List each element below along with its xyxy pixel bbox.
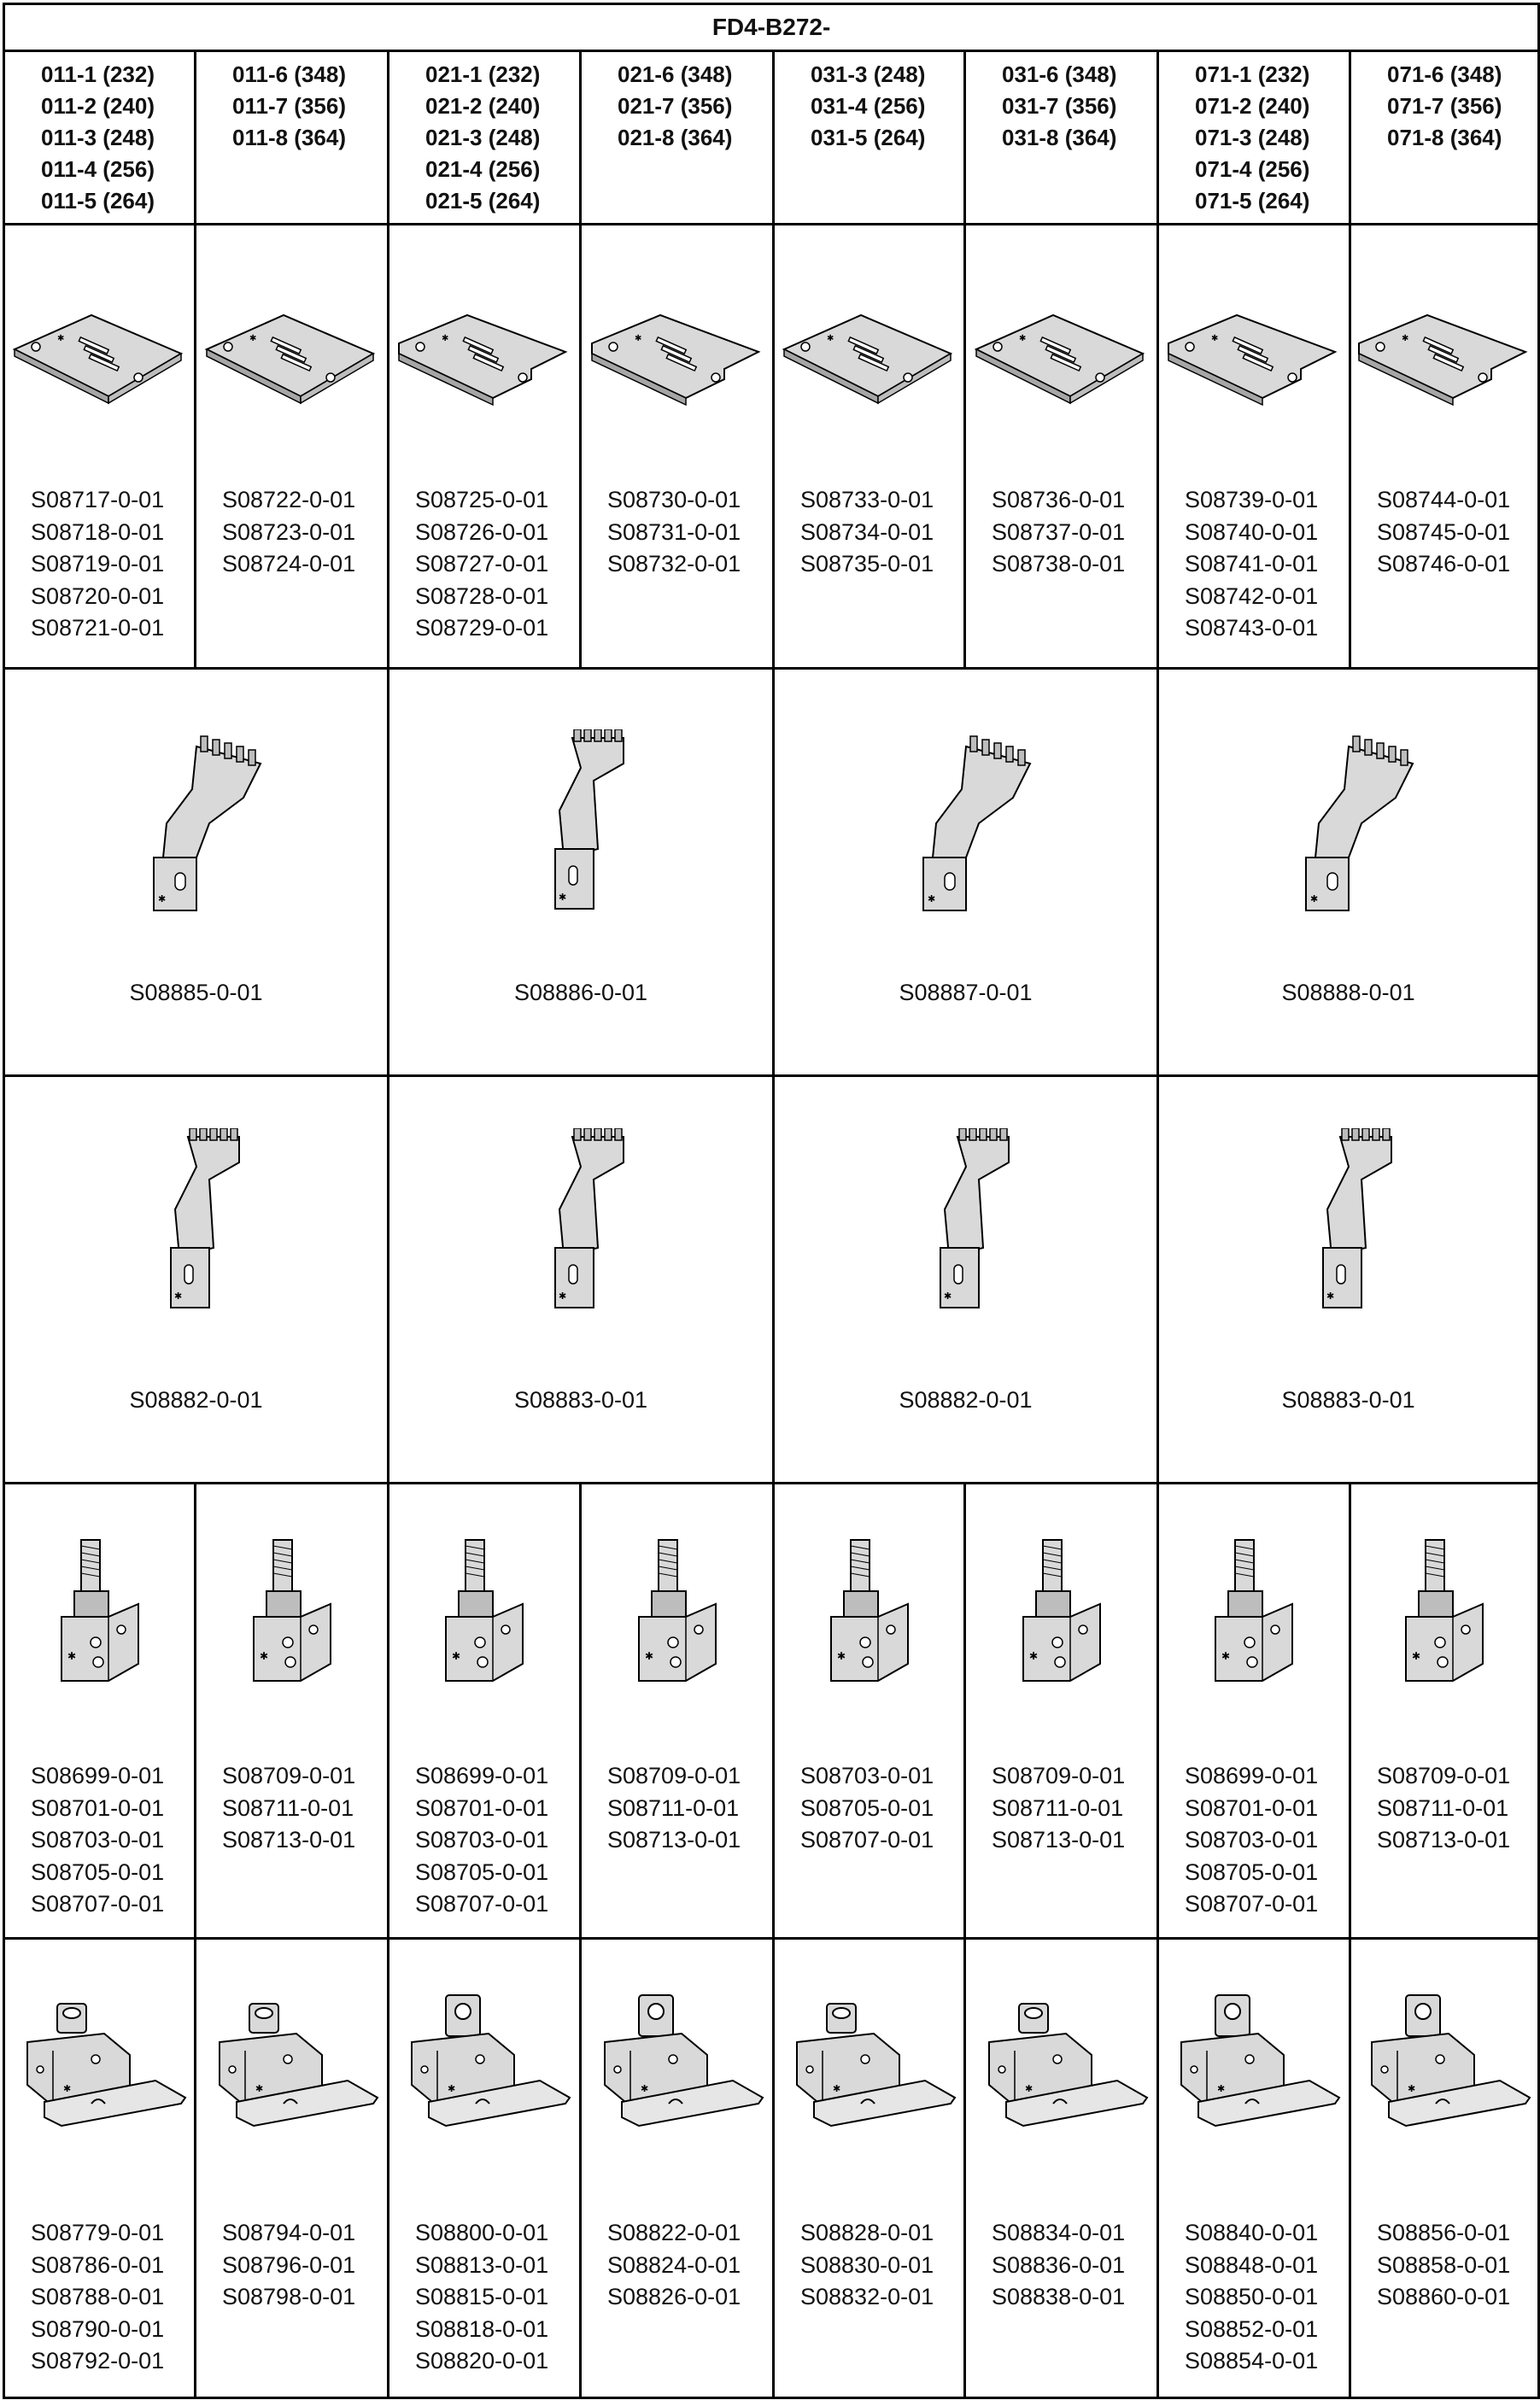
differential-feed-dog-code-entry: S08883-0-01 xyxy=(1281,1387,1415,1413)
needle-plate-entry: S08740-0-01 xyxy=(1185,518,1319,545)
needle-holder-entry: S08713-0-01 xyxy=(1377,1827,1511,1853)
needle-holder-entry: S08705-0-01 xyxy=(1185,1859,1319,1885)
presser-foot-entry: S08832-0-01 xyxy=(800,2284,934,2309)
needle-holder-entry: S08711-0-01 xyxy=(1377,1794,1509,1821)
model-entry: 031-7 (356) xyxy=(1002,93,1117,119)
needle-holder-entry: S08703-0-01 xyxy=(415,1827,549,1853)
needle-plate-entry: S08742-0-01 xyxy=(1185,582,1319,609)
model-entry: 011-7 (356) xyxy=(232,93,346,119)
needle-plate-list xyxy=(966,484,1156,581)
presser-foot-entry: S08854-0-01 xyxy=(1185,2348,1319,2374)
model-list xyxy=(5,52,194,217)
main-feed-dog-icon xyxy=(389,729,772,917)
model-header-cell xyxy=(4,51,196,225)
needle-holder-entry: S08709-0-01 xyxy=(992,1763,1126,1788)
needle-holder-icon xyxy=(775,1536,963,1706)
needle-plate-entry: S08719-0-01 xyxy=(31,551,165,577)
differential-feed-dog-code-entry: S08882-0-01 xyxy=(899,1387,1033,1413)
needle-plate-entry: S08746-0-01 xyxy=(1377,551,1511,577)
model-header-cell xyxy=(1350,51,1539,225)
needle-plate-entry: S08723-0-01 xyxy=(222,518,356,545)
presser-foot-entry: S08852-0-01 xyxy=(1185,2315,1319,2342)
main-feed-dog-code-entry: S08886-0-01 xyxy=(513,980,648,1005)
presser-foot-entry: S08856-0-01 xyxy=(1377,2220,1511,2245)
needle-plate-entry: S08728-0-01 xyxy=(415,582,549,609)
presser-foot-entry: S08813-0-01 xyxy=(415,2251,549,2278)
sheet-title: FD4-B272- xyxy=(4,4,1539,51)
model-list xyxy=(389,52,579,217)
needle-plate-entry: S08735-0-01 xyxy=(800,551,934,577)
presser-foot-entry: S08818-0-01 xyxy=(415,2315,549,2342)
needle-holder-entry: S08713-0-01 xyxy=(607,1827,741,1853)
presser-foot-entry: S08860-0-01 xyxy=(1377,2284,1511,2309)
model-entry: 011-5 (264) xyxy=(41,188,155,214)
needle-holder-entry: S08709-0-01 xyxy=(222,1763,356,1788)
needle-holder-entry: S08703-0-01 xyxy=(1185,1827,1319,1853)
svg-text:✱: ✱ xyxy=(1309,893,1318,904)
presser-foot-entry: S08850-0-01 xyxy=(1185,2284,1319,2309)
svg-text:✱: ✱ xyxy=(1028,1650,1038,1662)
svg-text:✱: ✱ xyxy=(452,1650,461,1662)
needle-plate-entry: S08724-0-01 xyxy=(222,551,356,577)
svg-text:✱: ✱ xyxy=(62,2083,71,2094)
presser-foot-entry: S08848-0-01 xyxy=(1185,2251,1319,2278)
needle-holder-entry: S08709-0-01 xyxy=(1377,1763,1511,1788)
presser-foot-entry: S08792-0-01 xyxy=(31,2348,165,2374)
needle-holder-list xyxy=(775,1760,963,1857)
presser-foot-list xyxy=(775,2217,963,2314)
presser-foot-entry: S08840-0-01 xyxy=(1185,2220,1319,2245)
needle-plate-icon xyxy=(582,302,772,409)
svg-text:✱: ✱ xyxy=(1326,1291,1334,1302)
svg-text:✱: ✱ xyxy=(640,2083,648,2094)
svg-text:✱: ✱ xyxy=(559,1291,567,1302)
needle-holder-icon xyxy=(1351,1536,1537,1706)
needle-holder-entry: S08699-0-01 xyxy=(415,1763,549,1788)
presser-foot-entry: S08820-0-01 xyxy=(415,2348,549,2374)
model-entry: 021-2 (240) xyxy=(425,93,541,119)
presser-foot-list xyxy=(1351,2217,1537,2314)
presser-foot-icon xyxy=(5,1991,194,2136)
needle-holder-entry: S08711-0-01 xyxy=(222,1794,354,1821)
needle-holder-entry: S08699-0-01 xyxy=(1185,1763,1319,1788)
main-feed-dog-code-list xyxy=(775,977,1156,1010)
presser-foot-icon xyxy=(1351,1991,1537,2136)
presser-foot-icon xyxy=(196,1991,387,2136)
needle-plate-icon xyxy=(196,302,387,409)
svg-text:✱: ✱ xyxy=(1408,2083,1416,2094)
needle-holder-entry: S08713-0-01 xyxy=(992,1827,1126,1853)
model-entry: 031-8 (364) xyxy=(1002,125,1117,150)
needle-plate-entry: S08745-0-01 xyxy=(1377,518,1511,545)
presser-foot-entry: S08800-0-01 xyxy=(415,2220,549,2245)
presser-foot-entry: S08828-0-01 xyxy=(800,2220,934,2245)
model-entry: 021-3 (248) xyxy=(425,125,541,150)
presser-foot-list xyxy=(389,2217,579,2378)
needle-holder-entry: S08703-0-01 xyxy=(800,1763,934,1788)
needle-holder-icon xyxy=(582,1536,772,1706)
needle-plate-entry: S08734-0-01 xyxy=(800,518,934,545)
presser-foot-icon xyxy=(582,1991,772,2136)
needle-plate-entry: S08730-0-01 xyxy=(607,487,741,512)
presser-foot-list xyxy=(966,2217,1156,2314)
needle-holder-icon xyxy=(1159,1536,1349,1706)
needle-holder-list xyxy=(5,1760,194,1921)
main-feed-dog-code-list xyxy=(1159,977,1537,1010)
svg-text:✱: ✱ xyxy=(249,334,256,343)
model-entry: 071-7 (356) xyxy=(1387,93,1502,119)
needle-plate-entry: S08732-0-01 xyxy=(607,551,741,577)
needle-holder-list xyxy=(966,1760,1156,1857)
needle-plate-entry: S08743-0-01 xyxy=(1185,615,1319,641)
main-feed-dog-code-entry: S08887-0-01 xyxy=(899,980,1033,1005)
needle-plate-entry: S08726-0-01 xyxy=(415,518,549,545)
needle-holder-entry: S08705-0-01 xyxy=(800,1794,934,1821)
differential-feed-dog-icon xyxy=(5,1128,387,1316)
needle-plate-entry: S08733-0-01 xyxy=(800,487,934,512)
differential-feed-dog-code-list xyxy=(775,1384,1156,1417)
needle-plate-entry: S08731-0-01 xyxy=(607,518,741,545)
main-feed-dog-code-entry: S08888-0-01 xyxy=(1281,980,1415,1005)
main-feed-dog-icon xyxy=(5,729,387,917)
svg-text:✱: ✱ xyxy=(173,1291,182,1302)
svg-text:✱: ✱ xyxy=(448,2083,456,2094)
needle-plate-entry: S08717-0-01 xyxy=(31,487,165,512)
presser-foot-list xyxy=(582,2217,772,2314)
presser-foot-entry: S08824-0-01 xyxy=(607,2251,741,2278)
needle-plate-icon xyxy=(1159,302,1349,409)
model-entry: 021-8 (364) xyxy=(618,125,733,150)
model-entry: 031-6 (348) xyxy=(1002,61,1117,87)
svg-text:✱: ✱ xyxy=(442,334,449,343)
needle-holder-entry: S08701-0-01 xyxy=(415,1794,549,1821)
presser-foot-entry: S08836-0-01 xyxy=(992,2251,1126,2278)
needle-plate-entry: S08744-0-01 xyxy=(1377,487,1511,512)
presser-foot-entry: S08822-0-01 xyxy=(607,2220,741,2245)
needle-holder-entry: S08707-0-01 xyxy=(1185,1891,1319,1917)
svg-text:✱: ✱ xyxy=(943,1291,952,1302)
needle-holder-list xyxy=(582,1760,772,1857)
needle-plate-entry: S08727-0-01 xyxy=(415,551,549,577)
model-list xyxy=(1159,52,1349,217)
needle-holder-entry: S08707-0-01 xyxy=(31,1891,165,1917)
model-entry: 031-4 (256) xyxy=(811,93,926,119)
differential-feed-dog-code-entry: S08883-0-01 xyxy=(513,1387,648,1413)
model-header-cell xyxy=(1158,51,1350,225)
model-header-cell xyxy=(196,51,389,225)
needle-holder-list xyxy=(389,1760,579,1921)
model-entry: 011-1 (232) xyxy=(41,61,155,87)
svg-text:✱: ✱ xyxy=(1412,1650,1421,1662)
needle-plate-icon xyxy=(1351,302,1537,409)
needle-holder-entry: S08699-0-01 xyxy=(31,1763,165,1788)
needle-holder-entry: S08705-0-01 xyxy=(415,1859,549,1885)
needle-plate-list xyxy=(1159,484,1349,645)
model-entry: 011-8 (364) xyxy=(232,125,346,150)
model-entry: 071-4 (256) xyxy=(1195,156,1310,182)
presser-foot-icon xyxy=(389,1991,579,2136)
model-entry: 071-6 (348) xyxy=(1387,61,1502,87)
needle-holder-entry: S08705-0-01 xyxy=(31,1859,165,1885)
svg-text:✱: ✱ xyxy=(826,334,834,343)
model-list xyxy=(196,52,387,154)
main-feed-dog-code-list xyxy=(5,977,387,1010)
needle-plate-icon xyxy=(966,302,1156,409)
model-entry: 031-5 (264) xyxy=(811,125,926,150)
needle-plate-entry: S08721-0-01 xyxy=(31,615,165,641)
presser-foot-icon xyxy=(966,1991,1156,2136)
needle-holder-icon xyxy=(389,1536,579,1706)
model-header-cell xyxy=(389,51,581,225)
main-feed-dog-icon xyxy=(775,729,1156,917)
presser-foot-entry: S08834-0-01 xyxy=(992,2220,1126,2245)
needle-plate-list xyxy=(1351,484,1537,581)
needle-holder-list xyxy=(1159,1760,1349,1921)
needle-holder-entry: S08701-0-01 xyxy=(1185,1794,1319,1821)
model-list xyxy=(1351,52,1537,154)
needle-holder-entry: S08707-0-01 xyxy=(800,1827,934,1853)
model-header-cell xyxy=(965,51,1158,225)
model-entry: 011-4 (256) xyxy=(41,156,155,182)
needle-plate-list xyxy=(775,484,963,581)
needle-plate-list xyxy=(196,484,387,581)
needle-plate-entry: S08736-0-01 xyxy=(992,487,1126,512)
needle-plate-list xyxy=(389,484,579,645)
presser-foot-entry: S08798-0-01 xyxy=(222,2284,356,2309)
differential-feed-dog-icon xyxy=(1159,1128,1537,1316)
model-entry: 021-1 (232) xyxy=(425,61,541,87)
presser-foot-entry: S08786-0-01 xyxy=(31,2251,165,2278)
svg-text:✱: ✱ xyxy=(56,334,64,343)
needle-holder-entry: S08709-0-01 xyxy=(607,1763,741,1788)
needle-holder-entry: S08711-0-01 xyxy=(607,1794,740,1821)
needle-plate-entry: S08741-0-01 xyxy=(1185,551,1319,577)
svg-text:✱: ✱ xyxy=(157,893,166,904)
differential-feed-dog-code-entry: S08882-0-01 xyxy=(129,1387,263,1413)
model-list xyxy=(775,52,963,154)
model-entry: 011-3 (248) xyxy=(41,125,155,150)
model-entry: 071-5 (264) xyxy=(1195,188,1310,214)
svg-text:✱: ✱ xyxy=(1211,334,1219,343)
model-entry: 021-7 (356) xyxy=(618,93,733,119)
needle-plate-entry: S08725-0-01 xyxy=(415,487,549,512)
svg-text:✱: ✱ xyxy=(836,1650,846,1662)
presser-foot-entry: S08796-0-01 xyxy=(222,2251,356,2278)
presser-foot-icon xyxy=(775,1991,963,2136)
needle-holder-entry: S08707-0-01 xyxy=(415,1891,549,1917)
presser-foot-icon xyxy=(1159,1991,1349,2136)
model-entry: 071-1 (232) xyxy=(1195,61,1310,87)
differential-feed-dog-code-list xyxy=(1159,1384,1537,1417)
presser-foot-list xyxy=(5,2217,194,2378)
svg-text:✱: ✱ xyxy=(1217,2083,1226,2094)
needle-plate-icon xyxy=(5,302,194,409)
needle-holder-list xyxy=(1351,1760,1537,1857)
presser-foot-entry: S08779-0-01 xyxy=(31,2220,165,2245)
svg-text:✱: ✱ xyxy=(67,1650,76,1662)
model-entry: 071-8 (364) xyxy=(1387,125,1502,150)
needle-holder-icon xyxy=(5,1536,194,1706)
needle-holder-list xyxy=(196,1760,387,1857)
needle-holder-entry: S08713-0-01 xyxy=(222,1827,356,1853)
model-header-cell xyxy=(581,51,774,225)
model-entry: 031-3 (248) xyxy=(811,61,926,87)
main-feed-dog-code-list xyxy=(389,977,772,1010)
model-header-cell xyxy=(774,51,965,225)
parts-table xyxy=(3,3,1540,2399)
presser-foot-entry: S08830-0-01 xyxy=(800,2251,934,2278)
needle-plate-entry: S08737-0-01 xyxy=(992,518,1126,545)
svg-text:✱: ✱ xyxy=(927,893,935,904)
svg-text:✱: ✱ xyxy=(1018,334,1026,343)
model-entry: 021-5 (264) xyxy=(425,188,541,214)
presser-foot-entry: S08815-0-01 xyxy=(415,2284,549,2309)
main-feed-dog-icon xyxy=(1159,729,1537,917)
svg-text:✱: ✱ xyxy=(644,1650,653,1662)
svg-text:✱: ✱ xyxy=(634,334,641,343)
needle-plate-entry: S08739-0-01 xyxy=(1185,487,1319,512)
model-entry: 021-6 (348) xyxy=(618,61,733,87)
needle-holder-entry: S08701-0-01 xyxy=(31,1794,165,1821)
presser-foot-entry: S08826-0-01 xyxy=(607,2284,741,2309)
model-list xyxy=(582,52,772,154)
model-entry: 011-2 (240) xyxy=(41,93,155,119)
needle-holder-entry: S08711-0-01 xyxy=(992,1794,1124,1821)
presser-foot-entry: S08838-0-01 xyxy=(992,2284,1126,2309)
presser-foot-entry: S08790-0-01 xyxy=(31,2315,165,2342)
model-entry: 071-2 (240) xyxy=(1195,93,1310,119)
differential-feed-dog-code-list xyxy=(5,1384,387,1417)
model-list xyxy=(966,52,1156,154)
needle-holder-icon xyxy=(196,1536,387,1706)
svg-text:✱: ✱ xyxy=(1402,334,1409,343)
needle-plate-list xyxy=(582,484,772,581)
svg-text:✱: ✱ xyxy=(255,2083,263,2094)
needle-holder-icon xyxy=(966,1536,1156,1706)
model-entry: 011-6 (348) xyxy=(232,61,346,87)
presser-foot-entry: S08788-0-01 xyxy=(31,2284,165,2309)
needle-plate-entry: S08729-0-01 xyxy=(415,615,549,641)
svg-text:✱: ✱ xyxy=(559,892,567,903)
needle-plate-entry: S08722-0-01 xyxy=(222,487,356,512)
svg-text:✱: ✱ xyxy=(259,1650,268,1662)
svg-text:✱: ✱ xyxy=(1221,1650,1231,1662)
model-entry: 021-4 (256) xyxy=(425,156,541,182)
needle-plate-entry: S08720-0-01 xyxy=(31,582,165,609)
needle-plate-entry: S08738-0-01 xyxy=(992,551,1126,577)
presser-foot-entry: S08858-0-01 xyxy=(1377,2251,1511,2278)
presser-foot-entry: S08794-0-01 xyxy=(222,2220,356,2245)
svg-text:✱: ✱ xyxy=(832,2083,840,2094)
differential-feed-dog-icon xyxy=(775,1128,1156,1316)
svg-text:✱: ✱ xyxy=(1024,2083,1033,2094)
needle-plate-list xyxy=(5,484,194,645)
differential-feed-dog-code-list xyxy=(389,1384,772,1417)
main-feed-dog-code-entry: S08885-0-01 xyxy=(129,980,263,1005)
needle-plate-entry: S08718-0-01 xyxy=(31,518,165,545)
differential-feed-dog-icon xyxy=(389,1128,772,1316)
needle-plate-icon xyxy=(775,302,963,409)
model-entry: 071-3 (248) xyxy=(1195,125,1310,150)
needle-holder-entry: S08703-0-01 xyxy=(31,1827,165,1853)
presser-foot-list xyxy=(196,2217,387,2314)
presser-foot-list xyxy=(1159,2217,1349,2378)
needle-plate-icon xyxy=(389,302,579,409)
